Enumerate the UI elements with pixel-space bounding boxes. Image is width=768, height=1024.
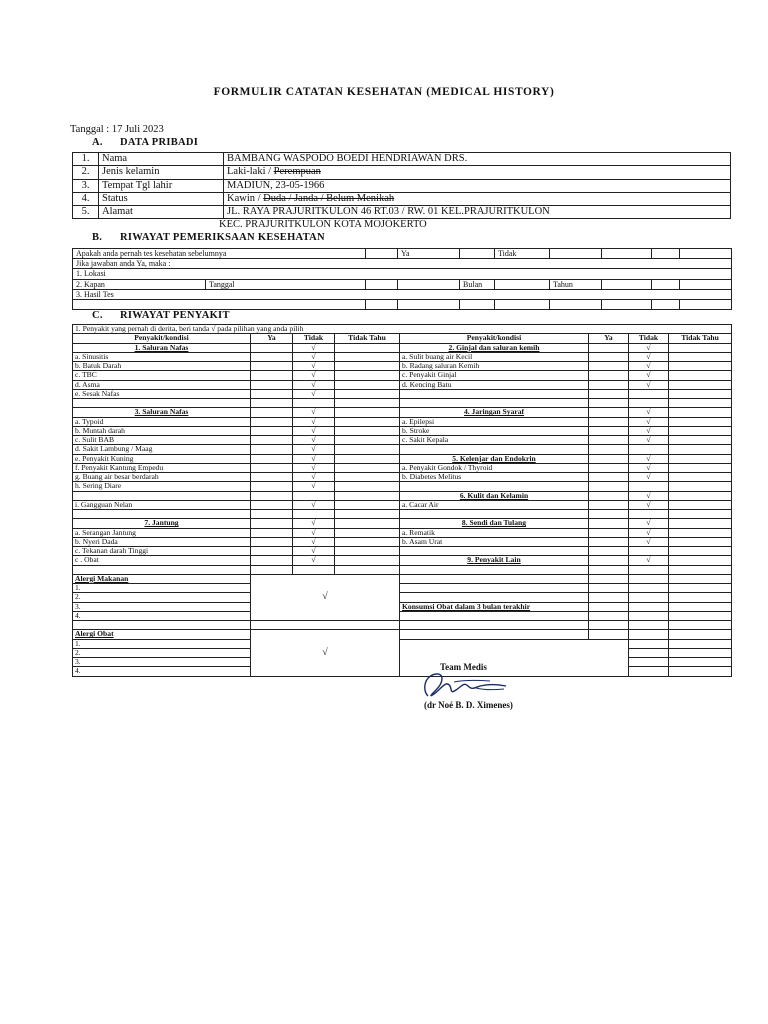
ya-cell [589, 537, 629, 546]
category-heading: 4. Jaringan Syaraf [400, 408, 589, 417]
tidak-tahu-cell [669, 473, 732, 482]
condition-label [73, 510, 251, 519]
ya-cell [251, 528, 293, 537]
ya-cell [589, 399, 629, 408]
table-row [73, 482, 732, 491]
table-row [73, 426, 732, 435]
condition-label: c. Penyakit Ginjal [400, 371, 589, 380]
ya-cell [589, 473, 629, 482]
tidak-check: √ [293, 537, 335, 546]
tidak-check: √ [293, 454, 335, 463]
tidak-tahu-cell [669, 371, 732, 380]
condition-label: c . Obat [73, 556, 251, 565]
ya-cell [251, 519, 293, 528]
tidak-check: √ [293, 547, 335, 556]
condition-label [400, 389, 589, 398]
condition-label: e. Penyakit Kuning [73, 454, 251, 463]
tidak-tahu-cell [669, 399, 732, 408]
ya-cell [589, 426, 629, 435]
condition-label: h. Sering Diare [73, 482, 251, 491]
condition-label [73, 491, 251, 500]
condition-label: b. Batuk Darah [73, 362, 251, 371]
section-b-heading: B. RIWAYAT PEMERIKSAAN KESEHATAN [92, 232, 325, 243]
ya-cell [589, 491, 629, 500]
food-allergy-check: √ [251, 574, 400, 620]
tidak-tahu-cell [669, 537, 732, 546]
ya-cell [251, 380, 293, 389]
address-value: JL. RAYA PRAJURITKULON 46 RT.03 / RW. 01 KEL.PRAJURITKULON [224, 206, 731, 219]
condition-label [400, 445, 589, 454]
tidak-tahu-cell [669, 556, 732, 565]
category-heading: 8. Sendi dan Tulang [400, 519, 589, 528]
condition-label: c. TBC [73, 371, 251, 380]
tidak-check: √ [629, 436, 669, 445]
ya-cell [589, 389, 629, 398]
condition-label: b. Muntah darah [73, 426, 251, 435]
ya-cell [589, 417, 629, 426]
ya-cell [251, 408, 293, 417]
table-row [73, 556, 732, 565]
ya-cell [589, 436, 629, 445]
tidak-check: √ [629, 454, 669, 463]
ya-cell [251, 417, 293, 426]
tidak-check: √ [293, 445, 335, 454]
table-row [73, 547, 732, 556]
ya-cell [251, 500, 293, 509]
ya-cell [589, 463, 629, 472]
tidak-check: √ [629, 537, 669, 546]
table-row: 4. [73, 667, 732, 676]
condition-label [400, 482, 589, 491]
ya-cell [589, 519, 629, 528]
tidak-tahu-cell [669, 408, 732, 417]
tidak-tahu-cell [335, 380, 400, 389]
table-row: 2. [73, 593, 732, 602]
category-heading: 3. Saluran Nafas [73, 408, 251, 417]
condition-label: a. Sinusitis [73, 352, 251, 361]
table-row: Alergi Obat √ [73, 630, 732, 639]
category-heading: 1. Saluran Nafas [73, 343, 251, 352]
table-row: 1. [73, 639, 732, 648]
birth-value: MADIUN, 23-05-1966 [224, 179, 731, 192]
tidak-check: √ [293, 528, 335, 537]
tidak-check [629, 547, 669, 556]
table-row: 1. Penyakit yang pernah di derita, beri tanda √ pada pilihan yang anda pilih [73, 325, 732, 334]
ya-cell [251, 362, 293, 371]
signature-icon [414, 668, 514, 702]
ya-cell [589, 352, 629, 361]
tidak-tahu-cell [335, 426, 400, 435]
team-label: Team Medis [440, 662, 487, 672]
category-heading: 6. Kulit dan Kelamin [400, 491, 589, 500]
tidak-tahu-cell [335, 399, 400, 408]
ya-cell [589, 343, 629, 352]
ya-cell [589, 556, 629, 565]
table-row [73, 417, 732, 426]
table-row [73, 362, 732, 371]
ya-cell [251, 482, 293, 491]
tidak-tahu-cell [669, 343, 732, 352]
table-row [73, 399, 732, 408]
condition-label: c. Tekanan darah Tinggi [73, 547, 251, 556]
disease-history-table [72, 324, 732, 677]
tidak-tahu-cell [669, 454, 732, 463]
table-row [73, 491, 732, 500]
ya-cell [251, 473, 293, 482]
tidak-tahu-cell [669, 491, 732, 500]
tidak-check: √ [293, 343, 335, 352]
table-row: Alergi Makanan √ [73, 574, 732, 583]
doctor-name: (dr Noé B. D. Ximenes) [424, 700, 513, 710]
table-row [73, 565, 732, 574]
page-title: FORMULIR CATATAN KESEHATAN (MEDICAL HISTORY) [213, 86, 555, 98]
tidak-check: √ [293, 556, 335, 565]
table-row [73, 463, 732, 472]
table-row [73, 343, 732, 352]
tidak-tahu-cell [669, 436, 732, 445]
tidak-check: √ [293, 519, 335, 528]
tidak-tahu-cell [669, 445, 732, 454]
condition-label: b. Stroke [400, 426, 589, 435]
table-row [73, 454, 732, 463]
tidak-check: √ [629, 491, 669, 500]
table-row [73, 537, 732, 546]
condition-label: b. Asam Urat [400, 537, 589, 546]
tidak-check: √ [629, 408, 669, 417]
table-row: 2. [73, 648, 732, 657]
ya-cell [589, 454, 629, 463]
tidak-tahu-cell [669, 528, 732, 537]
ya-cell [589, 528, 629, 537]
tidak-check [293, 491, 335, 500]
condition-label: b. Radang saluran Kemih [400, 362, 589, 371]
tidak-tahu-cell [335, 362, 400, 371]
tidak-tahu-cell [335, 537, 400, 546]
tidak-check [629, 510, 669, 519]
tidak-check: √ [293, 389, 335, 398]
condition-label [400, 510, 589, 519]
tidak-check: √ [293, 463, 335, 472]
condition-label [400, 399, 589, 408]
table-row [73, 510, 732, 519]
tidak-check: √ [629, 463, 669, 472]
table-row: 1. Lokasi [73, 269, 732, 279]
table-row: 3. Konsumsi Obat dalam 3 bulan terakhir [73, 602, 732, 611]
tidak-tahu-cell [335, 482, 400, 491]
ya-cell [251, 389, 293, 398]
tidak-check: √ [629, 556, 669, 565]
tidak-tahu-cell [335, 352, 400, 361]
table-row [73, 621, 732, 630]
ya-cell [251, 537, 293, 546]
allergy-rows [73, 565, 732, 676]
condition-label: b. Diabetes Melitus [400, 473, 589, 482]
tidak-tahu-cell [669, 362, 732, 371]
disease-rows [73, 343, 732, 565]
tidak-check: √ [629, 380, 669, 389]
tidak-tahu-cell [669, 417, 732, 426]
status-value: Kawin / Duda / Janda / Belum Menikah [224, 192, 731, 205]
ya-cell [251, 454, 293, 463]
table-row [73, 299, 732, 309]
condition-label: d. Kencing Batu [400, 380, 589, 389]
tidak-tahu-cell [335, 408, 400, 417]
tidak-tahu-cell [669, 482, 732, 491]
personal-data-table [72, 152, 731, 219]
tidak-tahu-cell [669, 389, 732, 398]
tidak-check: √ [629, 371, 669, 380]
table-row [73, 408, 732, 417]
ya-cell [251, 547, 293, 556]
condition-label: a. Cacar Air [400, 500, 589, 509]
ya-cell [589, 380, 629, 389]
tidak-check [629, 389, 669, 398]
tidak-check [629, 482, 669, 491]
tidak-check: √ [293, 500, 335, 509]
table-row: 1. [73, 584, 732, 593]
condition-label: e. Sesak Nafas [73, 389, 251, 398]
tidak-check: √ [293, 352, 335, 361]
ya-cell [589, 371, 629, 380]
condition-label: f. Penyakit Kantung Empedu [73, 463, 251, 472]
condition-label: i. Gangguan Nelan [73, 500, 251, 509]
address-line-2: KEC. PRAJURITKULON KOTA MOJOKERTO [219, 219, 427, 230]
tidak-check: √ [629, 473, 669, 482]
ya-cell [589, 362, 629, 371]
ya-cell [589, 500, 629, 509]
drug-allergy-check: √ [251, 630, 400, 676]
tidak-tahu-cell [335, 389, 400, 398]
tidak-tahu-cell [669, 519, 732, 528]
ya-cell [251, 399, 293, 408]
condition-label: c. Sulit BAB [73, 436, 251, 445]
table-row [73, 445, 732, 454]
table-row [73, 371, 732, 380]
table-row [73, 436, 732, 445]
table-row: 2. Jenis kelamin Laki-laki / Perempuan [73, 166, 731, 179]
condition-label: c. Sakit Kepala [400, 436, 589, 445]
tidak-tahu-cell [335, 417, 400, 426]
category-heading: 7. Jantung [73, 519, 251, 528]
tidak-tahu-cell [335, 556, 400, 565]
table-row [73, 389, 732, 398]
table-row: 1. Nama BAMBANG WASPODO BOEDI HENDRIAWAN DRS. [73, 153, 731, 166]
ya-cell [251, 371, 293, 380]
tidak-check [293, 510, 335, 519]
ya-cell [251, 352, 293, 361]
tidak-check: √ [293, 371, 335, 380]
tidak-tahu-cell [669, 426, 732, 435]
condition-label: d. Sakit Lambung / Maag [73, 445, 251, 454]
tidak-check: √ [293, 436, 335, 445]
ya-cell [251, 445, 293, 454]
tidak-check: √ [293, 362, 335, 371]
ya-cell [589, 445, 629, 454]
tidak-check: √ [293, 380, 335, 389]
tidak-tahu-cell [335, 500, 400, 509]
tidak-tahu-cell [669, 380, 732, 389]
table-row [73, 519, 732, 528]
tidak-check: √ [293, 473, 335, 482]
condition-label: a. Serangan Jantung [73, 528, 251, 537]
section-a-heading: A. DATA PRIBADI [92, 137, 199, 148]
condition-label [400, 547, 589, 556]
tidak-check: √ [629, 519, 669, 528]
tidak-tahu-cell [335, 473, 400, 482]
tidak-tahu-cell [335, 463, 400, 472]
ya-cell [251, 556, 293, 565]
tidak-check [629, 445, 669, 454]
tidak-check: √ [629, 426, 669, 435]
tidak-check: √ [629, 352, 669, 361]
condition-label: d. Asma [73, 380, 251, 389]
condition-label: b. Nyeri Dada [73, 537, 251, 546]
ya-cell [589, 510, 629, 519]
tidak-check: √ [293, 482, 335, 491]
tidak-tahu-cell [669, 510, 732, 519]
name-value: BAMBANG WASPODO BOEDI HENDRIAWAN DRS. [224, 153, 731, 166]
tidak-check: √ [293, 408, 335, 417]
condition-label: a. Penyakit Gondok / Thyroid [400, 463, 589, 472]
tidak-check: √ [293, 426, 335, 435]
ya-cell [251, 343, 293, 352]
tidak-tahu-cell [335, 510, 400, 519]
tidak-tahu-cell [335, 491, 400, 500]
table-row [73, 528, 732, 537]
table-row: 5. Alamat JL. RAYA PRAJURITKULON 46 RT.03 / RW. 01 KEL.PRAJURITKULON [73, 206, 731, 219]
tidak-tahu-cell [335, 454, 400, 463]
section-c-heading: C. RIWAYAT PENYAKIT [92, 310, 230, 321]
tidak-tahu-cell [669, 547, 732, 556]
tidak-tahu-cell [335, 445, 400, 454]
tidak-check: √ [629, 362, 669, 371]
tidak-check: √ [629, 417, 669, 426]
ya-cell [251, 463, 293, 472]
tidak-check: √ [629, 500, 669, 509]
tidak-tahu-cell [335, 371, 400, 380]
condition-label [73, 399, 251, 408]
ya-cell [251, 491, 293, 500]
table-row: Apakah anda pernah tes kesehatan sebelumnya Ya Tidak [73, 249, 732, 259]
table-row: 3. Tempat Tgl lahir MADIUN, 23-05-1966 [73, 179, 731, 192]
tidak-tahu-cell [335, 519, 400, 528]
condition-label: a. Sulit buang air Kecil [400, 352, 589, 361]
table-row: 3. Hasil Tes [73, 289, 732, 299]
gender-value: Laki-laki / Perempuan [224, 166, 731, 179]
ya-cell [589, 482, 629, 491]
tidak-tahu-cell [669, 352, 732, 361]
table-row [73, 500, 732, 509]
form-date: Tanggal : 17 Juli 2023 [70, 124, 164, 135]
table-row [73, 352, 732, 361]
table-header-row: Penyakit/kondisi Ya Tidak Tidak Tahu Penyakit/kondisi Ya Tidak Tidak Tahu [73, 334, 732, 343]
table-row: 2. Kapan Tanggal Bulan Tahun [73, 279, 732, 289]
tidak-check: √ [293, 417, 335, 426]
table-row: 3. [73, 658, 732, 667]
category-heading: 5. Kelenjar dan Endokrin [400, 454, 589, 463]
ya-cell [251, 436, 293, 445]
table-row: 4. Status Kawin / Duda / Janda / Belum Menikah [73, 192, 731, 205]
tidak-tahu-cell [669, 500, 732, 509]
tidak-check: √ [629, 528, 669, 537]
table-row: 4. [73, 611, 732, 620]
condition-label: a. Typoid [73, 417, 251, 426]
tidak-check [293, 399, 335, 408]
ya-cell [589, 408, 629, 417]
table-row: Jika jawaban anda Ya, maka : [73, 259, 732, 269]
tidak-tahu-cell [335, 436, 400, 445]
condition-label: a. Rematik [400, 528, 589, 537]
condition-label: g. Buang air besar berdarah [73, 473, 251, 482]
ya-cell [589, 547, 629, 556]
tidak-tahu-cell [335, 528, 400, 537]
category-heading: 2. Ginjal dan saluran kemih [400, 343, 589, 352]
tidak-check: √ [629, 343, 669, 352]
ya-cell [251, 510, 293, 519]
category-heading: 9. Penyakit Lain [400, 556, 589, 565]
tidak-tahu-cell [335, 343, 400, 352]
condition-label: a. Epilepsi [400, 417, 589, 426]
tidak-tahu-cell [335, 547, 400, 556]
table-row [73, 380, 732, 389]
ya-cell [251, 426, 293, 435]
tidak-tahu-cell [669, 463, 732, 472]
exam-history-table [72, 248, 732, 310]
table-row [73, 473, 732, 482]
tidak-check [629, 399, 669, 408]
